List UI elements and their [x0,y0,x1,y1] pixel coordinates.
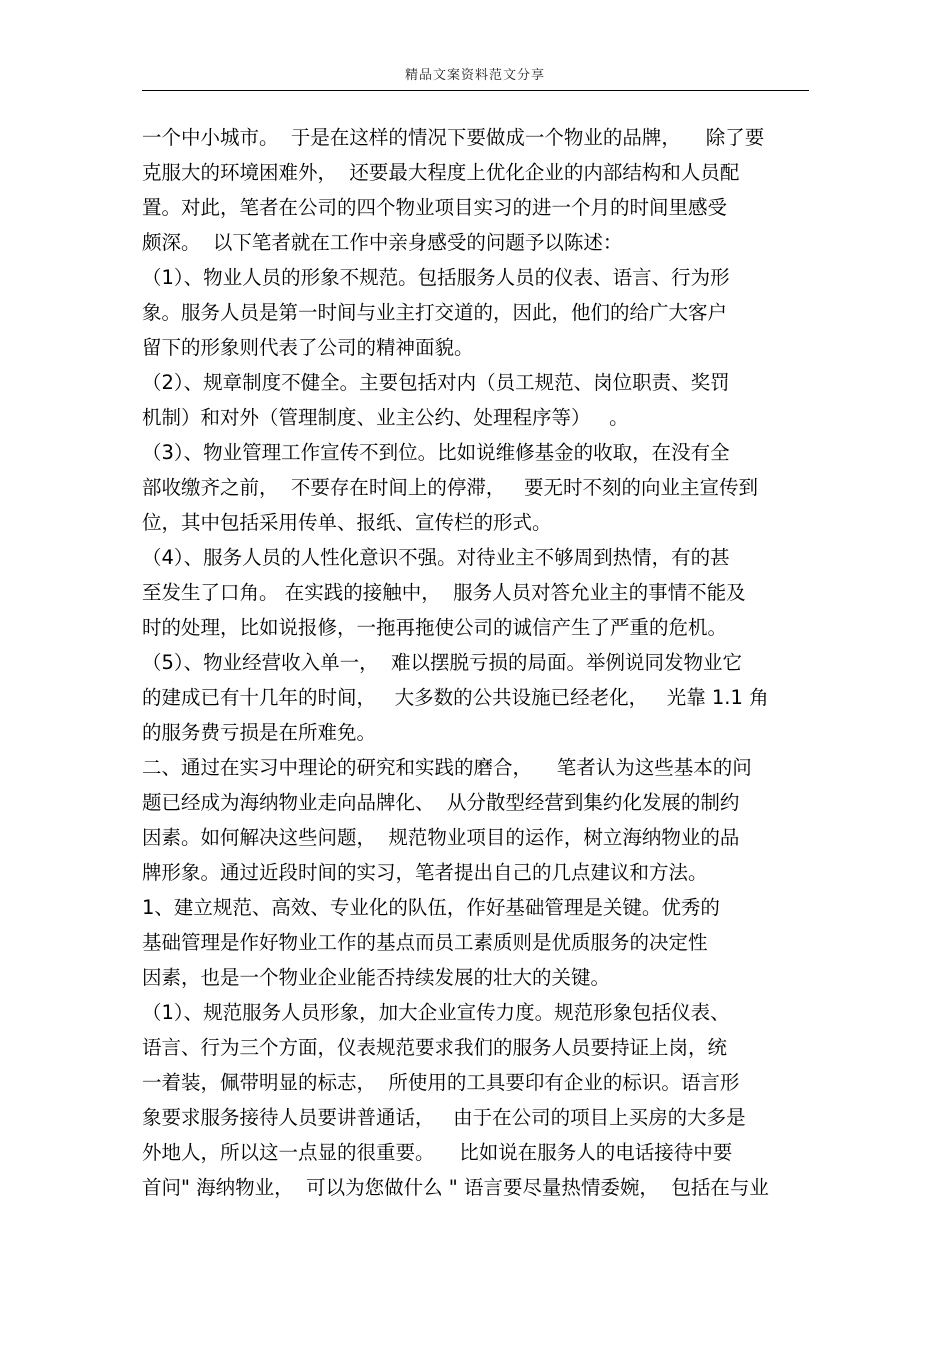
text-line: 题已经成为海纳物业走向品牌化、 从分散型经营到集约化发展的制约 [142,791,740,814]
text-line: 一个中小城市。 于是在这样的情况下要做成一个物业的品牌， 除了要 [142,126,765,149]
text-line: 颇深。 以下笔者就在工作中亲身感受的问题予以陈述： [142,231,623,254]
text-line: 因素，也是一个物业企业能否持续发展的壮大的关键。 [142,966,611,989]
text-line: （1）、规范服务人员形象，加大企业宣传力度。规范形象包括仪表、 [142,1001,730,1024]
text-line: （4）、服务人员的人性化意识不强。对待业主不够周到热情，有的甚 [142,546,730,569]
text-line: 首问" 海纳物业， 可以为您做什么 " 语言要尽量热情委婉， 包括在与业 [142,1176,769,1199]
text-line: 二、通过在实习中理论的研究和实践的磨合， 笔者认为这些基本的问 [142,756,752,779]
text-line: 机制）和对外（管理制度、业主公约、处理程序等） 。 [142,406,629,429]
page-header: 精品文案资料范文分享 [404,68,545,83]
text-line: 象。服务人员是第一时间与业主打交道的，因此，他们的给广大客户 [142,301,728,324]
text-line: 基础管理是作好物业工作的基点而员工素质则是优质服务的决定性 [142,931,708,954]
text-line: 置。对此，笔者在公司的四个物业项目实习的进一个月的时间里感受 [142,196,728,219]
text-line: 留下的形象则代表了公司的精神面貌。 [142,336,474,359]
text-line: （3）、物业管理工作宣传不到位。比如说维修基金的收取，在没有全 [142,441,730,464]
text-line: 的服务费亏损是在所难免。 [142,721,377,744]
text-line: （2）、规章制度不健全。主要包括对内（员工规范、岗位职责、奖罚 [142,371,730,394]
text-line: 至发生了口角。 在实践的接触中， 服务人员对答允业主的事情不能及 [142,581,746,604]
text-line: （5）、物业经营收入单一， 难以摆脱亏损的局面。举例说同发物业它 [142,651,743,674]
text-line: （1）、物业人员的形象不规范。包括服务人员的仪表、语言、行为形 [142,266,730,289]
text-line: 牌形象。通过近段时间的实习，笔者提出自己的几点建议和方法。 [142,861,708,884]
text-line: 象要求服务接待人员要讲普通话， 由于在公司的项目上买房的大多是 [142,1106,746,1129]
text-line: 1、建立规范、高效、专业化的队伍，作好基础管理是关键。优秀的 [142,896,720,919]
text-line: 一着装，佩带明显的标志， 所使用的工具要印有企业的标识。语言形 [142,1071,740,1094]
text-line: 因素。如何解决这些问题， 规范物业项目的运作，树立海纳物业的品 [142,826,740,849]
header-divider [142,90,809,91]
text-line: 位，其中包括采用传单、报纸、宣传栏的形式。 [142,511,552,534]
text-line: 部收缴齐之前， 不要存在时间上的停滞， 要无时不刻的向业主宣传到 [142,476,758,499]
text-line: 的建成已有十几年的时间， 大多数的公共设施已经老化， 光靠 1.1 角 [142,686,769,709]
document-body [142,120,814,1205]
text-line: 时的处理，比如说报修，一拖再拖使公司的诚信产生了严重的危机。 [142,616,728,639]
text-line: 外地人，所以这一点显的很重要。 比如说在服务人的电话接待中要 [142,1141,733,1164]
text-line: 克服大的环境困难外， 还要最大程度上优化企业的内部结构和人员配 [142,161,740,184]
text-line: 语言、行为三个方面，仪表规范要求我们的服务人员要持证上岗，统 [142,1036,728,1059]
